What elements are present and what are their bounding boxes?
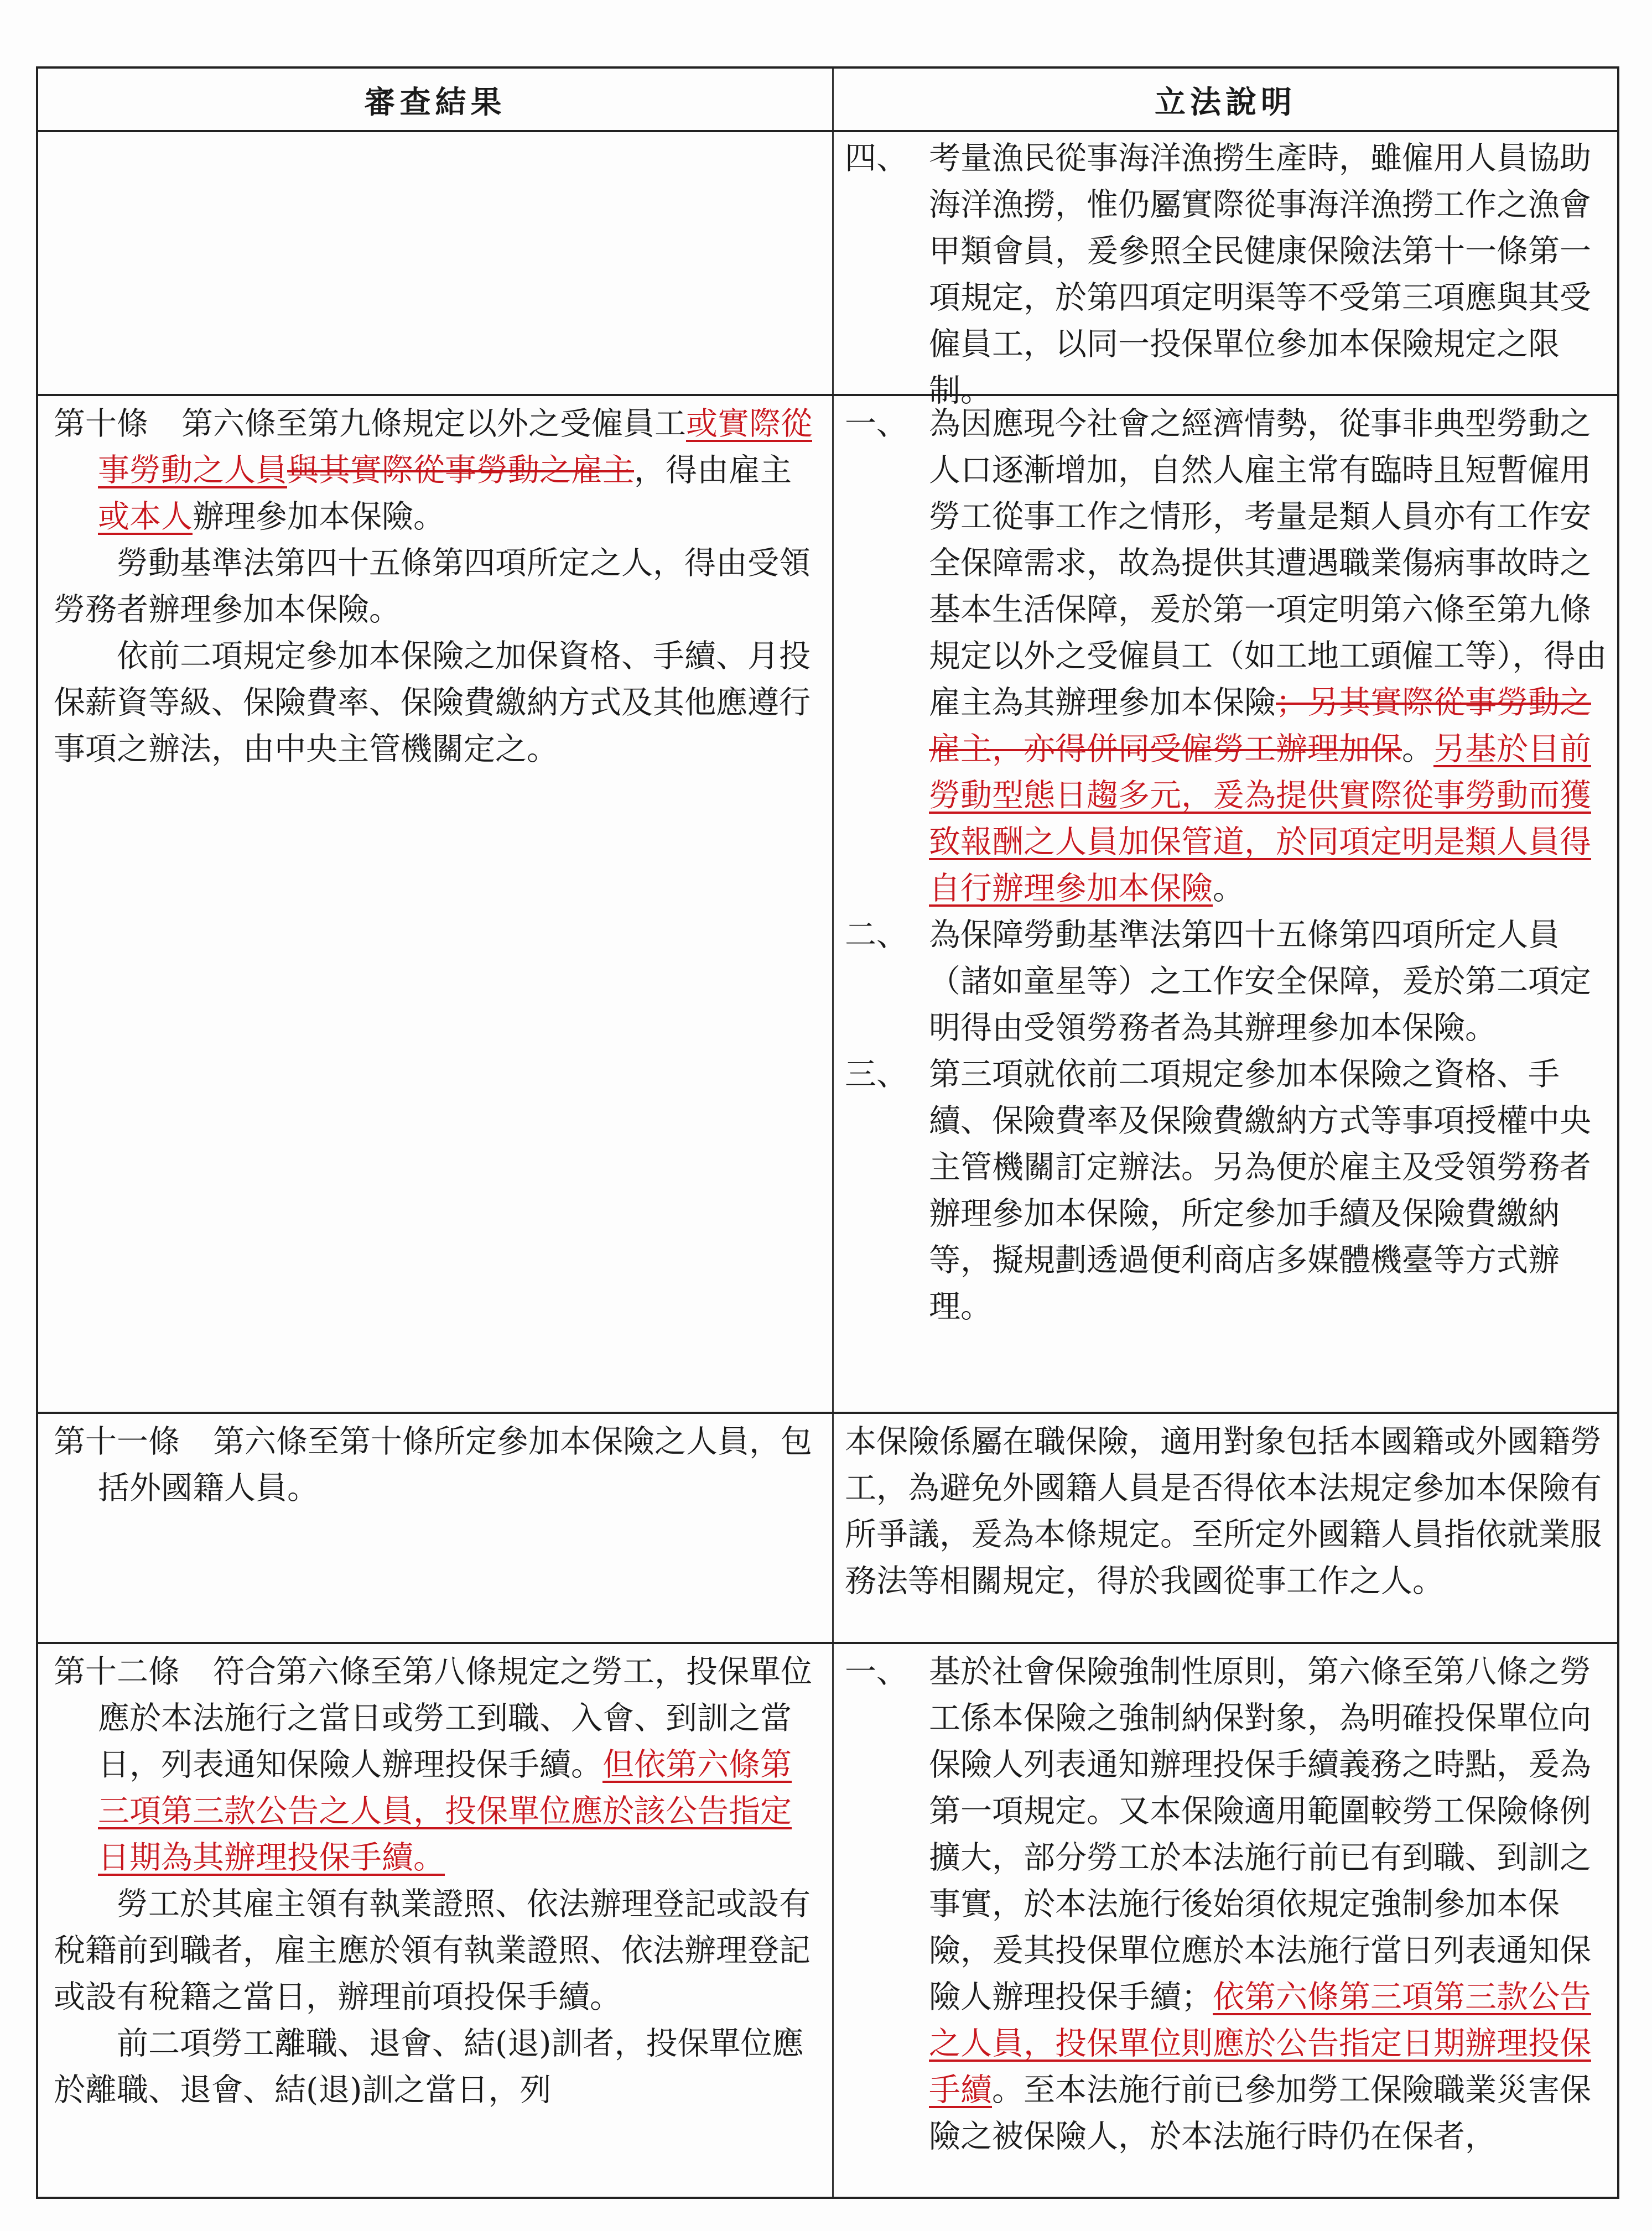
text-segment: 第六條至第九條規定以外之受僱員工: [181, 405, 686, 442]
explanation-item: [845, 1051, 1608, 1330]
item-text: 第三項就依前二項規定參加本保險之資格、手續、保險費率及保險費繳納方式等事項授權中央主管機關訂定辦法。另為便於雇主及受領勞務者辦理參加本保險，所定參加手續及保險費繳納等，擬規劃透過便利商店多媒體機臺等方式辦理。: [929, 1056, 1591, 1325]
article-10-para-1: [54, 401, 820, 540]
text-segment: 。: [1402, 731, 1433, 767]
explanation-item: [845, 401, 1608, 912]
text-segment: ，得由雇主: [634, 452, 792, 488]
item-text: 考量漁民從事海洋漁撈生產時，雖僱用人員協助海洋漁撈，惟仍屬實際從事海洋漁撈工作之漁會甲類會員，爰參照全民健康保險法第十一條第一項規定，於第四項定明渠等不受第三項應與其受僱員工，以同一投保單位參加本保險規定之限制。: [929, 140, 1591, 409]
header-legislative-explanation: 立法說明: [1155, 84, 1296, 121]
text-segment: 辦理參加本保險。: [193, 498, 445, 535]
header-review-result: 審查結果: [364, 84, 506, 121]
article-number: 第十一條: [54, 1423, 180, 1460]
item-number: 一、: [845, 1653, 908, 1690]
column-divider: [832, 69, 834, 2197]
text-segment: 。至本法施行前已參加勞工保險職業災害保險之被保險人，於本法施行時仍在保者，: [929, 2072, 1591, 2155]
article-11-text: [54, 1418, 820, 1511]
inserted-text: 另基於目前勞動型態日趨多元，爰為提供實際從事勞動而獲致報酬之人員加保管道，於同項定明是類人員得自行辦理參加本保險: [929, 731, 1591, 907]
explanation-item: [845, 135, 1608, 414]
article-11-para: [54, 1418, 820, 1511]
article-12-para-1: [54, 1648, 820, 1881]
row-divider: [38, 1642, 1617, 1644]
text-segment: 。: [1213, 870, 1244, 907]
article-10-explanation: [845, 401, 1608, 1330]
row-0-explanation: [845, 135, 1608, 414]
article-12-text: [54, 1648, 820, 2113]
article-11-explanation: 本保險係屬在職保險，適用對象包括本國籍或外國籍勞工，為避免外國籍人員是否得依本法規定參加本保險有所爭議，爰為本條規定。至所定外國籍人員指依就業服務法等相關規定，得於我國從事工作之人。: [845, 1423, 1602, 1599]
comparison-table: [36, 66, 1619, 2199]
item-number: 二、: [845, 917, 908, 953]
item-text: 基於社會保險強制性原則，第六條至第八條之勞工係本保險之強制納保對象，為明確投保單位向保險人列表通知辦理投保手續義務之時點，爰為第一項規定。又本保險適用範圍較勞工保險條例擴大，部分勞工於本法施行前已有到職、到訓之事實，於本法施行後始須依規定強制參加本保險，爰其投保單位應於本法施行當日列表通知保險人辦理投保手續；: [929, 1653, 1591, 2015]
inserted-text: 或本人: [98, 498, 193, 535]
article-12-para-2: 勞工於其雇主領有執業證照、依法辦理登記或設有稅籍前到職者，雇主應於領有執業證照、依法辦理登記或設有稅籍之當日，辦理前項投保手續。: [54, 1886, 811, 2015]
inserted-text: 依第六條第三項第三款公告之人員，投保單位則應於公告指定日期辦理投保手續: [929, 1979, 1591, 2108]
inserted-text: 但依第六條第三項第三款公告之人員，投保單位應於該公告指定日期為其辦理投保手續。: [98, 1746, 792, 1876]
inserted-text: 或實際從事勞動之人員: [98, 405, 812, 488]
item-text: 為因應現今社會之經濟情勢，從事非典型勞動之人口逐漸增加，自然人雇主常有臨時且短暫僱用勞工從事工作之情形，考量是類人員亦有工作安全保障需求，故為提供其遭遇職業傷病事故時之基本生活保障，爰於第一項定明第六條至第九條規定以外之受僱員工（如工地工頭僱工等），得由雇主為其辦理參加本保險: [929, 405, 1607, 721]
article-10-text: [54, 401, 820, 772]
item-number: 一、: [845, 405, 908, 442]
row-divider: [38, 1412, 1617, 1414]
explanation-item: [845, 912, 1608, 1051]
deleted-text: ；另其實際從事勞動之雇主，亦得併同受僱勞工辦理加保: [929, 684, 1591, 767]
text-segment: 第六條至第十條所定參加本保險之人員，包括外國籍人員。: [98, 1423, 812, 1506]
text-segment: 符合第六條至第八條規定之勞工，投保單位應於本法施行之當日或勞工到職、入會、到訓之當日，列表通知保險人辦理投保手續。: [98, 1653, 812, 1783]
deleted-text: 與其實際從事勞動之雇主: [287, 452, 634, 488]
article-10-para-2: 勞動基準法第四十五條第四項所定之人，得由受領勞務者辦理參加本保險。: [54, 545, 811, 628]
article-number: 第十條: [54, 405, 148, 442]
item-number: 三、: [845, 1056, 908, 1093]
article-12-para-3: 前二項勞工離職、退會、結(退)訓者，投保單位應於離職、退會、結(退)訓之當日，列: [54, 2025, 804, 2108]
explanation-item: [845, 1648, 1608, 2160]
article-number: 第十二條: [54, 1653, 180, 1690]
article-12-explanation: [845, 1648, 1608, 2160]
article-10-para-3: 依前二項規定參加本保險之加保資格、手續、月投保薪資等級、保險費率、保險費繳納方式及其他應遵行事項之辦法，由中央主管機關定之。: [54, 638, 811, 767]
item-text: 為保障勞動基準法第四十五條第四項所定人員（諸如童星等）之工作安全保障，爰於第二項定明得由受領勞務者為其辦理參加本保險。: [929, 917, 1591, 1046]
item-number: 四、: [845, 140, 908, 176]
